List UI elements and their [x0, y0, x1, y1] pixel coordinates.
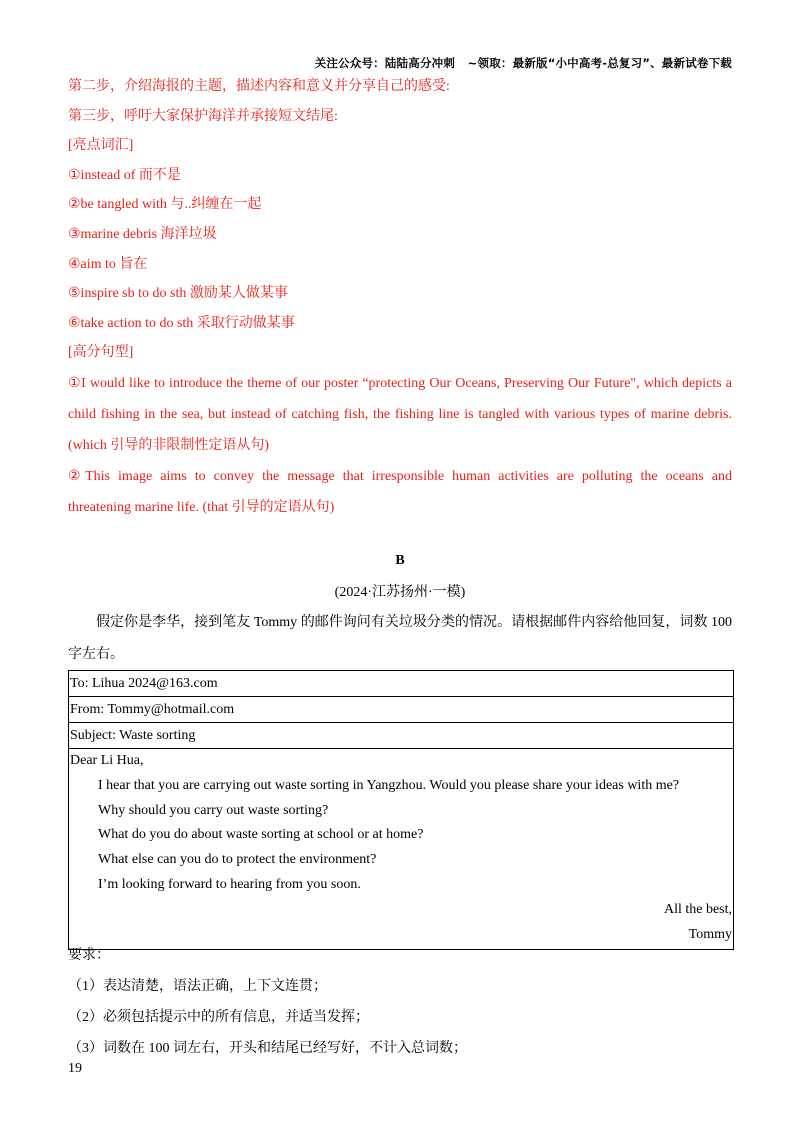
vocab-item: ⑤inspire sb to do sth 激励某人做某事	[68, 286, 288, 302]
sentence-one-line-2: child fishing in the sea, but instead of catching fish, the fishing line is tangled with various types of marine debris.	[68, 406, 732, 422]
page-header	[315, 55, 732, 71]
requirement-item: （3）词数在 100 词左右，开头和结尾已经写好，不计入总词数；	[68, 1041, 467, 1056]
writing-prompt: 假定你是李华，接到笔友 Tommy 的邮件询问有关垃圾分类的情况。请根据邮件内容给他回复，词数 100 字左右。	[68, 615, 732, 662]
requirement-item: （1）表达清楚，语法正确，上下文连贯；	[68, 979, 327, 994]
email-signature: Tommy	[688, 926, 732, 942]
vocab-item: ②be tangled with 与..纠缠在一起	[68, 197, 262, 213]
sentence-one-note: (which 引导的非限制性定语从句)	[68, 437, 270, 453]
email-line: What do you do about waste sorting at school or at home?	[98, 827, 424, 843]
email-table	[68, 670, 734, 950]
requirement-item: （2）必须包括提示中的所有信息，并适当发挥；	[68, 1010, 369, 1025]
vocab-title: [亮点词汇]	[68, 138, 134, 154]
sentence-two-line-2: threatening marine life. (that 引导的定语从句)	[68, 499, 335, 515]
email-line: I’m looking forward to hearing from you soon.	[98, 876, 361, 892]
section-label: B	[395, 553, 405, 568]
vocab-item: ③marine debris 海洋垃圾	[68, 226, 217, 242]
requirements	[68, 940, 732, 1064]
sentence-two-line-1: ②This image aims to convey the message that irresponsible human activities are polluting the oceans and	[68, 468, 732, 484]
vocab-item: ⑥take action to do sth 采取行动做某事	[68, 315, 295, 331]
requirements-title: 要求：	[68, 948, 110, 963]
vocab-item: ①instead of 而不是	[68, 167, 181, 183]
email-to: To: Lihua 2024@163.com	[69, 671, 733, 697]
header-promo-left: 关注公众号：陆陆高分冲刺	[314, 56, 456, 70]
email-from: From: Tommy@hotmail.com	[69, 697, 733, 723]
email-line: What else can you do to protect the environment?	[98, 852, 377, 868]
email-closing: All the best,	[663, 901, 732, 917]
page-number: 19	[68, 1061, 82, 1076]
email-line: I hear that you are carrying out waste sorting in Yangzhou. Would you please share your ideas with me?	[98, 777, 680, 793]
sentence-one-line-1: ①I would like to introduce the theme of our poster “protecting Our Oceans, Preserving Our Future", which depicts a	[68, 375, 732, 391]
header-promo-right: ~领取：最新版“小中高考-总复习”、最新试卷下载	[467, 56, 732, 70]
email-line: Why should you carry out waste sorting?	[98, 802, 329, 818]
step-two: 第二步，介绍海报的主题，描述内容和意义并分享自己的感受:	[68, 79, 450, 94]
sentences-title: [高分句型]	[68, 345, 134, 361]
email-greeting: Dear Li Hua,	[70, 753, 144, 768]
vocab-item: ④aim to 旨在	[68, 256, 148, 272]
step-three: 第三步，呼吁大家保护海洋并承接短文结尾:	[68, 108, 338, 124]
answer-guide	[68, 72, 732, 523]
section-source: (2024·江苏扬州·一模)	[334, 585, 466, 600]
email-subject: Subject: Waste sorting	[69, 723, 733, 749]
email-body	[69, 749, 733, 949]
